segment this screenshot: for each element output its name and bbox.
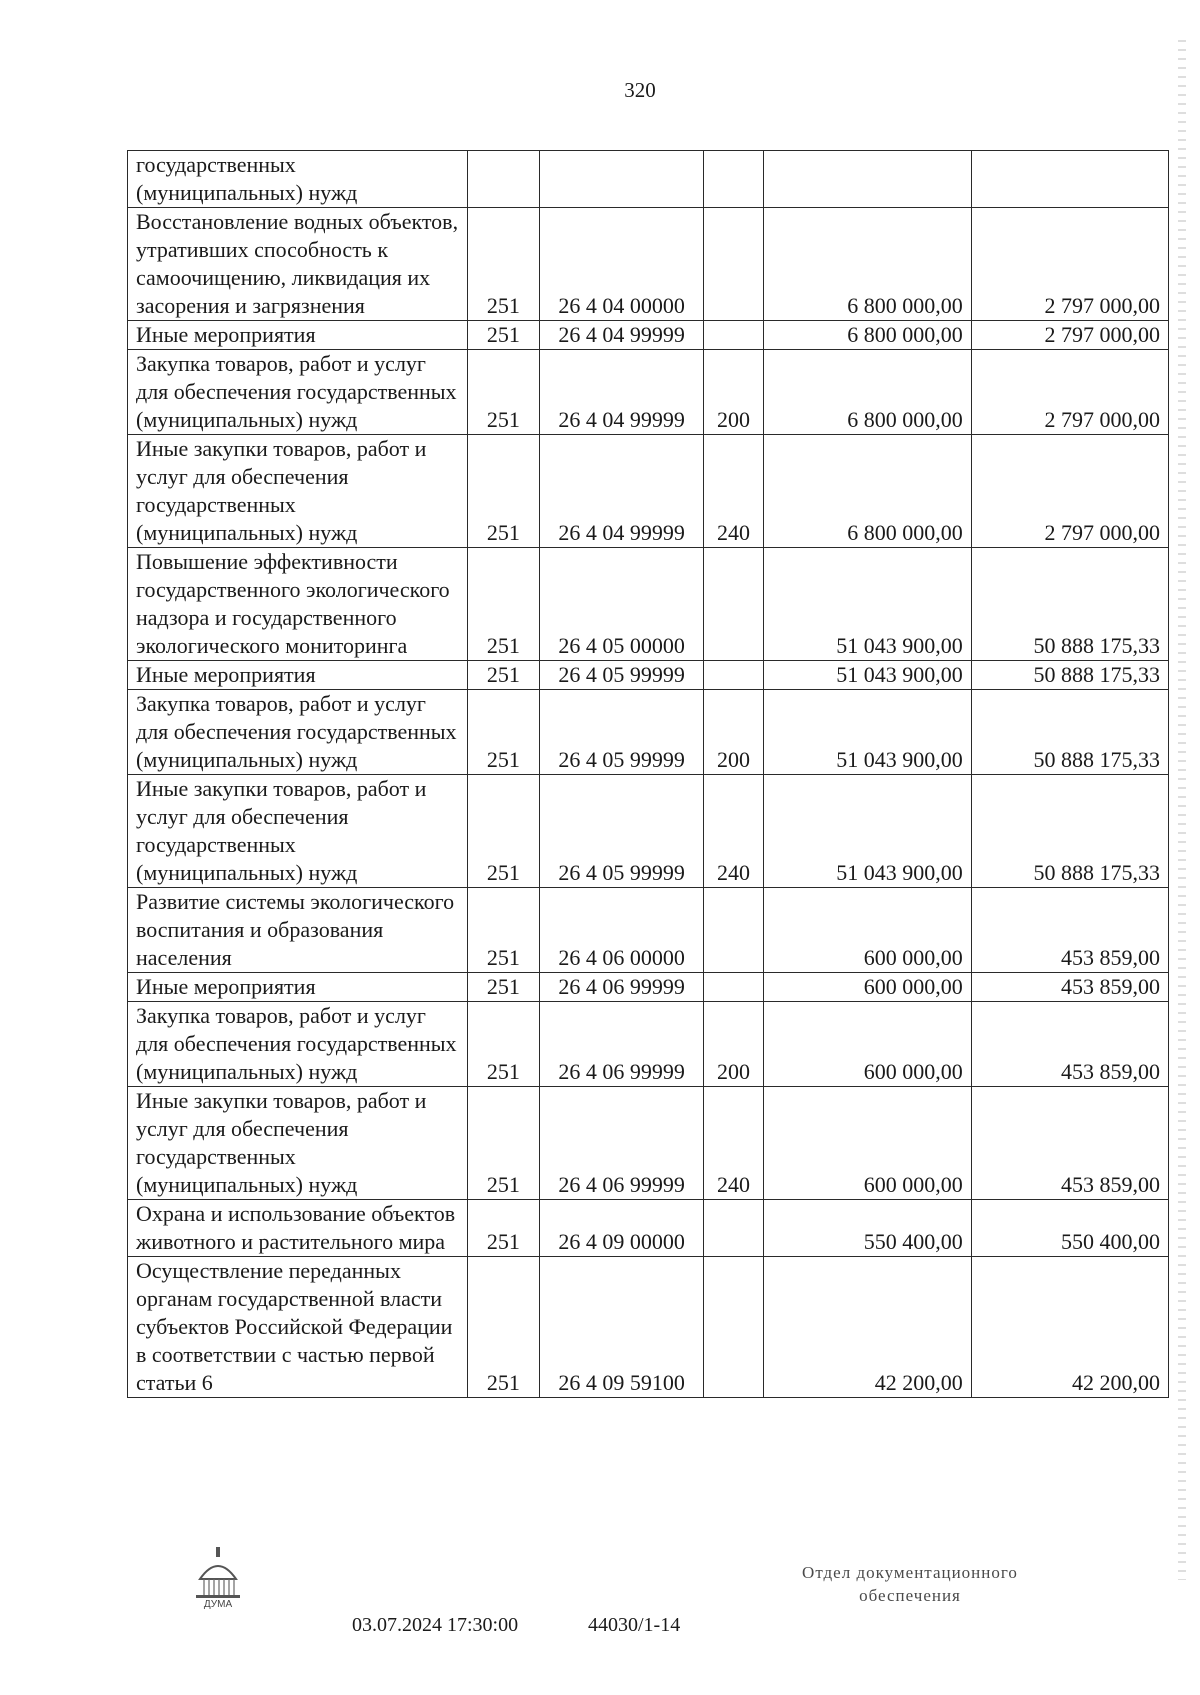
cell-description: Развитие системы экологического воспитания и образования населения (128, 888, 468, 973)
cell-ministry-code: 251 (467, 690, 539, 775)
table-row (128, 888, 1169, 973)
cell-amount-executed (971, 151, 1168, 208)
stamp-line-2: обеспечения (859, 1586, 961, 1605)
cell-ministry-code: 251 (467, 321, 539, 350)
logo-text: ДУМА (203, 1599, 233, 1610)
cell-expense-type: 240 (704, 1087, 763, 1200)
cell-expense-type: 200 (704, 1002, 763, 1087)
cell-amount-planned (763, 151, 971, 208)
department-stamp (770, 1561, 1050, 1607)
cell-amount-executed: 50 888 175,33 (971, 548, 1168, 661)
footer-reference: 44030/1-14 (588, 1614, 681, 1636)
cell-amount-planned: 6 800 000,00 (763, 350, 971, 435)
cell-target-article (540, 151, 704, 208)
budget-table (127, 150, 1169, 1398)
cell-ministry-code: 251 (467, 1200, 539, 1257)
table-row (128, 548, 1169, 661)
cell-expense-type: 200 (704, 690, 763, 775)
cell-target-article: 26 4 09 00000 (540, 1200, 704, 1257)
cell-amount-planned: 51 043 900,00 (763, 661, 971, 690)
scan-edge-artifact (1178, 40, 1186, 1580)
cell-target-article: 26 4 06 99999 (540, 1087, 704, 1200)
cell-target-article: 26 4 04 99999 (540, 321, 704, 350)
cell-target-article: 26 4 06 99999 (540, 973, 704, 1002)
cell-target-article: 26 4 04 99999 (540, 435, 704, 548)
cell-expense-type (704, 973, 763, 1002)
table-row (128, 1002, 1169, 1087)
cell-description: Закупка товаров, работ и услуг для обеспечения государственных (муниципальных) нужд (128, 350, 468, 435)
cell-description: Закупка товаров, работ и услуг для обеспечения государственных (муниципальных) нужд (128, 1002, 468, 1087)
table-row (128, 775, 1169, 888)
stamp-line-1: Отдел документационного (802, 1563, 1018, 1582)
cell-ministry-code: 251 (467, 1002, 539, 1087)
cell-description: Повышение эффективности государственного экологического надзора и государственного экологического мониторинга (128, 548, 468, 661)
cell-amount-planned: 600 000,00 (763, 888, 971, 973)
cell-description: Осуществление переданных органам государственной власти субъектов Российской Федерации в соответствии с частью первой статьи 6 (128, 1257, 468, 1398)
cell-description: Восстановление водных объектов, утративших способность к самоочищению, ликвидация их засорения и загрязнения (128, 208, 468, 321)
cell-amount-planned: 600 000,00 (763, 1087, 971, 1200)
cell-ministry-code: 251 (467, 208, 539, 321)
cell-target-article: 26 4 06 99999 (540, 1002, 704, 1087)
table-row (128, 350, 1169, 435)
cell-expense-type: 240 (704, 775, 763, 888)
cell-amount-executed: 453 859,00 (971, 973, 1168, 1002)
cell-amount-executed: 2 797 000,00 (971, 350, 1168, 435)
cell-description: Иные мероприятия (128, 973, 468, 1002)
cell-expense-type (704, 208, 763, 321)
table-row (128, 1087, 1169, 1200)
cell-amount-planned: 6 800 000,00 (763, 208, 971, 321)
duma-logo-icon (188, 1545, 248, 1610)
cell-description: Охрана и использование объектов животного и растительного мира (128, 1200, 468, 1257)
cell-amount-planned: 6 800 000,00 (763, 435, 971, 548)
cell-target-article: 26 4 05 99999 (540, 661, 704, 690)
cell-target-article: 26 4 04 00000 (540, 208, 704, 321)
cell-expense-type (704, 1257, 763, 1398)
cell-amount-planned: 6 800 000,00 (763, 321, 971, 350)
cell-amount-planned: 550 400,00 (763, 1200, 971, 1257)
cell-amount-planned: 600 000,00 (763, 973, 971, 1002)
cell-amount-executed: 2 797 000,00 (971, 208, 1168, 321)
cell-expense-type (704, 661, 763, 690)
cell-amount-executed: 453 859,00 (971, 1087, 1168, 1200)
cell-target-article: 26 4 04 99999 (540, 350, 704, 435)
cell-ministry-code: 251 (467, 1087, 539, 1200)
cell-description: государственных (муниципальных) нужд (128, 151, 468, 208)
cell-expense-type (704, 321, 763, 350)
cell-ministry-code: 251 (467, 350, 539, 435)
table-row (128, 151, 1169, 208)
cell-ministry-code: 251 (467, 548, 539, 661)
cell-description: Иные закупки товаров, работ и услуг для обеспечения государственных (муниципальных) нужд (128, 775, 468, 888)
cell-description: Иные закупки товаров, работ и услуг для обеспечения государственных (муниципальных) нужд (128, 435, 468, 548)
cell-target-article: 26 4 09 59100 (540, 1257, 704, 1398)
table-row (128, 973, 1169, 1002)
table-row (128, 1200, 1169, 1257)
cell-amount-executed: 50 888 175,33 (971, 775, 1168, 888)
table-row (128, 690, 1169, 775)
cell-expense-type (704, 151, 763, 208)
cell-description: Иные мероприятия (128, 661, 468, 690)
page-number: 320 (624, 78, 656, 102)
cell-expense-type: 240 (704, 435, 763, 548)
cell-amount-executed: 50 888 175,33 (971, 690, 1168, 775)
cell-amount-executed: 453 859,00 (971, 1002, 1168, 1087)
cell-amount-executed: 50 888 175,33 (971, 661, 1168, 690)
cell-amount-executed: 2 797 000,00 (971, 435, 1168, 548)
cell-target-article: 26 4 06 00000 (540, 888, 704, 973)
budget-table-body (128, 151, 1169, 1398)
cell-amount-planned: 600 000,00 (763, 1002, 971, 1087)
cell-expense-type: 200 (704, 350, 763, 435)
footer-datetime: 03.07.2024 17:30:00 (352, 1614, 519, 1636)
table-row (128, 435, 1169, 548)
cell-amount-planned: 51 043 900,00 (763, 775, 971, 888)
cell-amount-executed: 2 797 000,00 (971, 321, 1168, 350)
cell-ministry-code: 251 (467, 435, 539, 548)
table-row (128, 661, 1169, 690)
cell-ministry-code: 251 (467, 775, 539, 888)
cell-amount-executed: 42 200,00 (971, 1257, 1168, 1398)
cell-amount-planned: 42 200,00 (763, 1257, 971, 1398)
table-row (128, 321, 1169, 350)
cell-amount-planned: 51 043 900,00 (763, 548, 971, 661)
cell-expense-type (704, 1200, 763, 1257)
cell-description: Иные закупки товаров, работ и услуг для обеспечения государственных (муниципальных) нужд (128, 1087, 468, 1200)
cell-expense-type (704, 888, 763, 973)
table-row (128, 208, 1169, 321)
cell-description: Закупка товаров, работ и услуг для обеспечения государственных (муниципальных) нужд (128, 690, 468, 775)
cell-amount-executed: 453 859,00 (971, 888, 1168, 973)
cell-ministry-code: 251 (467, 888, 539, 973)
cell-target-article: 26 4 05 99999 (540, 690, 704, 775)
cell-amount-planned: 51 043 900,00 (763, 690, 971, 775)
table-row (128, 1257, 1169, 1398)
cell-expense-type (704, 548, 763, 661)
cell-ministry-code: 251 (467, 973, 539, 1002)
cell-ministry-code (467, 151, 539, 208)
cell-target-article: 26 4 05 99999 (540, 775, 704, 888)
cell-amount-executed: 550 400,00 (971, 1200, 1168, 1257)
cell-target-article: 26 4 05 00000 (540, 548, 704, 661)
cell-description: Иные мероприятия (128, 321, 468, 350)
cell-ministry-code: 251 (467, 661, 539, 690)
cell-ministry-code: 251 (467, 1257, 539, 1398)
